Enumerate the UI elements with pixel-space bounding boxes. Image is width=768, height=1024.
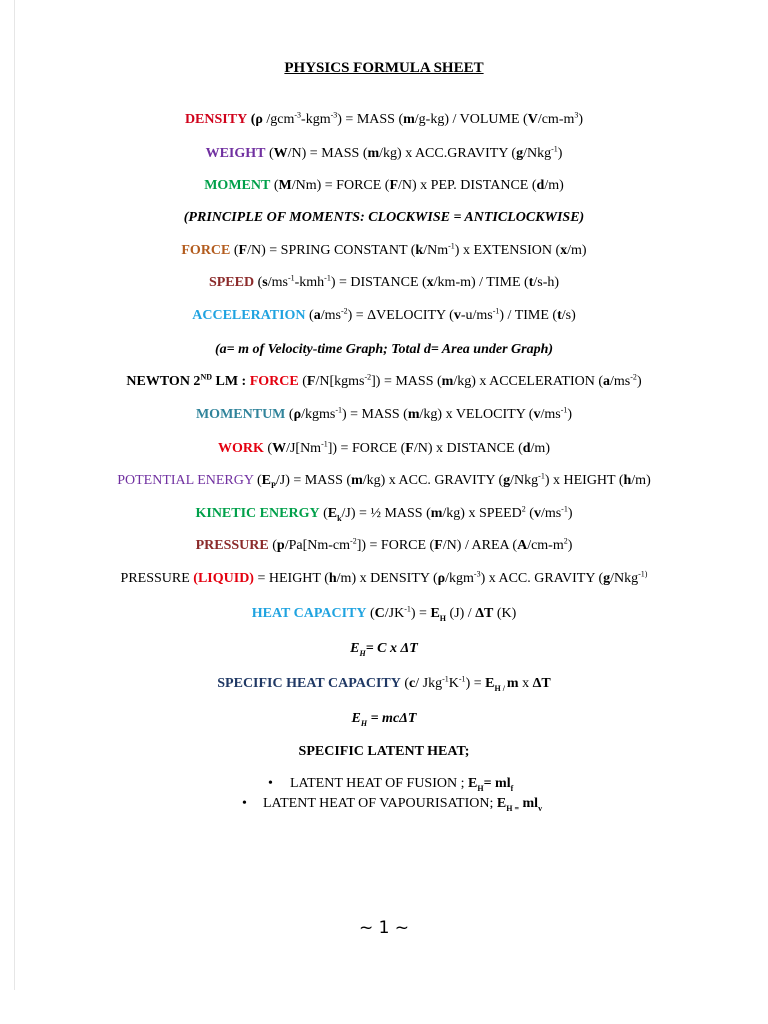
velocity-graph-note: (a= m of Velocity-time Graph; Total d= Area under Graph) <box>214 342 554 357</box>
specific-latent-heat-heading: SPECIFIC LATENT HEAT; <box>298 744 470 759</box>
speed-formula: SPEED $(s/ms^{-1}-kmh^{-1})$ = DISTANCE (x/km-m) / TIME (t/s-h) <box>208 273 560 290</box>
kinetic-energy-keyword: KINETIC ENERGY <box>195 506 320 521</box>
weight-formula: WEIGHT (W/N) = MASS (m/kg) x ACC.GRAVITY (g/Nkg$^{-1}$) <box>205 144 563 161</box>
kinetic-energy-formula: KINETIC ENERGY $(E_k/J)$ = ½ MASS (m/kg) x SPEED$^2$ $(v/ms^{-1})$ <box>195 504 573 523</box>
potential-energy-keyword: POTENTIAL ENERGY <box>117 473 254 488</box>
heat-capacity-keyword: HEAT CAPACITY <box>251 606 367 621</box>
potential-energy-formula: POTENTIAL ENERGY $(E_P/J)$ = MASS (m/kg) x ACC. GRAVITY (g/Nkg$^{-1}$) x HEIGHT (h/m) <box>117 471 651 490</box>
moment-formula: MOMENT (M/Nm) = FORCE (F/N) x PEP. DISTANCE (d/m) <box>204 178 564 193</box>
eh-c-delta-t-equation: $E_H= C$ x ΔT <box>350 641 418 658</box>
page-number: ~ 1 ~ <box>358 918 410 938</box>
eh-mc-delta-t-equation: $E_H = mc\Delta T$ <box>351 711 417 728</box>
newton-force-keyword: FORCE <box>249 374 299 389</box>
page-title: PHYSICS FORMULA SHEET <box>284 60 484 76</box>
work-formula: WORK $(W/J[Nm^{-1}])$ = FORCE (F/N) x DISTANCE (d/m) <box>218 439 550 456</box>
specific-heat-capacity-formula: SPECIFIC HEAT CAPACITY (c/ $Jkg^{-1}K^{-1}) = E_{H /}$ m x ΔT <box>217 674 551 693</box>
specific-heat-capacity-keyword: SPECIFIC HEAT CAPACITY <box>217 676 401 691</box>
heat-capacity-formula: HEAT CAPACITY $(C/JK^{-1}) = E_H$ (J) / ΔT (K) <box>251 604 517 623</box>
pressure-keyword: PRESSURE <box>195 538 269 553</box>
moment-keyword: MOMENT <box>204 178 271 193</box>
list-item: • LATENT HEAT OF FUSION ; $E_H= ml_f$ <box>268 776 514 793</box>
pressure-formula: PRESSURE $(p/Pa[Nm-cm^{-2}])$ = FORCE (F/N) / AREA $(A/cm-m^2)$ <box>195 536 573 553</box>
principle-of-moments: (PRINCIPLE OF MOMENTS: CLOCKWISE = ANTICLOCKWISE) <box>183 210 585 225</box>
latent-heat-list <box>0 776 768 816</box>
momentum-keyword: MOMENTUM <box>195 407 286 422</box>
weight-keyword: WEIGHT <box>205 146 266 161</box>
density-formula: DENSITY (ρ /gcm$^{-3}$-kgm$^{-3}$) = MASS (m/g-kg) / VOLUME $(V/cm-m^3)$ <box>184 110 584 127</box>
force-keyword: FORCE <box>181 243 231 258</box>
acceleration-formula: ACCELERATION $(a/ms^{-2})$ = ΔVELOCITY $(v-u/ms^{-1})$ / TIME (t/s) <box>192 306 576 323</box>
pressure-liquid-formula: PRESSURE (LIQUID) = HEIGHT (h/m) x DENSITY (ρ/kgm$^{-3}$) x ACC. GRAVITY (g/Nkg$^{-1)}$ <box>120 569 648 586</box>
momentum-formula: MOMENTUM (ρ/kgms$^{-1}$) = MASS (m/kg) x VELOCITY $(v/ms^{-1})$ <box>195 405 573 422</box>
speed-keyword: SPEED <box>208 275 255 290</box>
density-keyword: DENSITY <box>184 112 248 127</box>
work-keyword: WORK <box>218 441 264 456</box>
bullet-icon: • <box>268 776 273 791</box>
newton-second-law-formula: NEWTON 2ND LM : FORCE (F/N[kgms$^{-2}$]) = MASS (m/kg) x ACCELERATION $(a/ms^{-2})$ <box>126 372 642 389</box>
acceleration-keyword: ACCELERATION <box>192 308 306 323</box>
list-item: • LATENT HEAT OF VAPOURISATION; $E_{H =}$ $ml_v$ <box>242 796 543 813</box>
liquid-keyword: (LIQUID) <box>193 571 254 586</box>
force-formula: FORCE (F/N) = SPRING CONSTANT $(k/Nm^{-1})$ x EXTENSION (x/m) <box>181 241 587 258</box>
bullet-icon: • <box>242 796 247 811</box>
